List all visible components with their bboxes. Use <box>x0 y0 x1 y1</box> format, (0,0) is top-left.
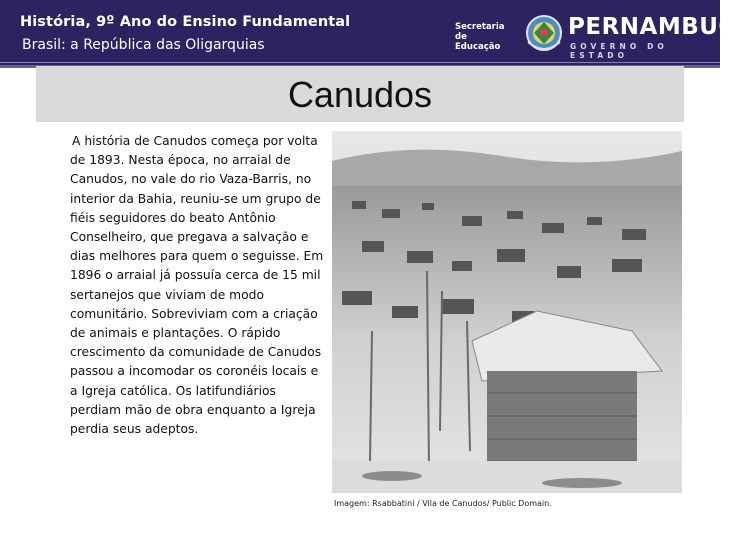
secretaria-line2: Educação <box>455 42 501 52</box>
state-name: PERNAMBUCO <box>568 14 756 40</box>
canudos-photo <box>332 131 682 493</box>
course-title: História, 9º Ano do Ensino Fundamental <box>20 14 351 30</box>
canudos-photo-illustration <box>332 131 682 493</box>
state-subtitle: GOVERNO DO ESTADO <box>570 42 668 60</box>
header-bar <box>0 0 756 68</box>
header-divider <box>0 62 720 63</box>
title-band <box>36 66 684 122</box>
slide-title: Canudos <box>287 74 433 115</box>
secretaria-logo <box>455 22 517 52</box>
pernambuco-crest-icon <box>524 12 564 54</box>
body-paragraph: A história de Canudos começa por volta de 1893. Nesta época, no arraial de Canudos, no vale do rio Vaza-Barris, no interior da Bahia, reuniu-se um grupo de fiéis seguidores do beato Antônio Conselheiro, que pregava a salvação e dias melhores para quem o seguisse. Em 1896 o arraial já possuía cerca de 15 mil sertanejos que viviam de modo comunitário. Sobreviviam com a criação de animais e plantações. O rápido crescimento da comunidade de Canudos passou a incomodar os coronéis locais e a Igreja católica. Os latifundiários perdiam mão de obra enquanto a Igreja perdia seus adeptos. <box>70 134 324 437</box>
course-subtitle: Brasil: a República das Oligarquias <box>22 37 265 53</box>
image-credit: Imagem: Rsabbatini / Vila de Canudos/ Public Domain. <box>334 499 552 508</box>
secretaria-line1: Secretaria de <box>455 22 505 42</box>
